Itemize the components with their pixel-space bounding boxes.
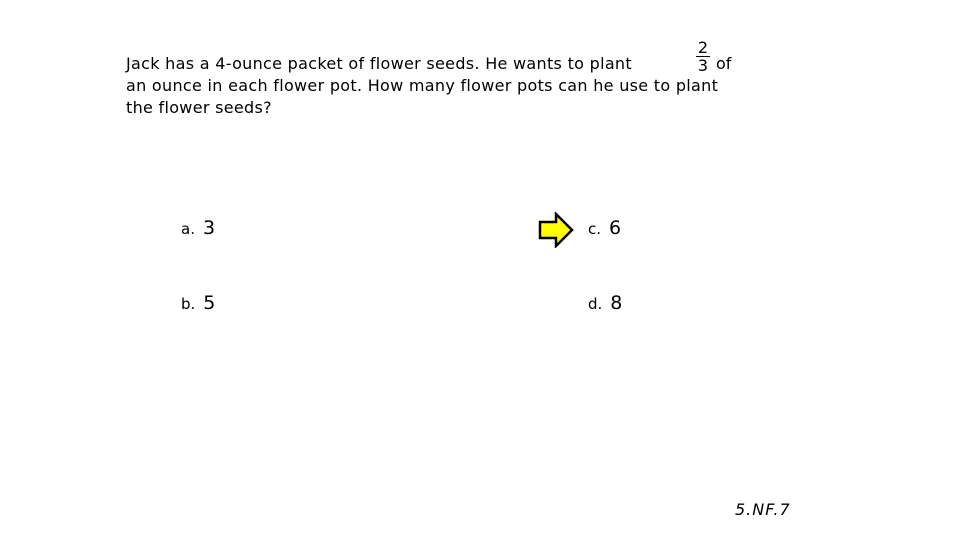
fraction-of-word: of xyxy=(716,54,732,73)
standard-code: 5.NF.7 xyxy=(735,500,791,519)
choice-c-value: 6 xyxy=(609,217,622,239)
question-line-1: Jack has a 4-ounce packet of flower seeds. He wants to plant xyxy=(126,54,632,73)
choice-a[interactable] xyxy=(181,217,215,239)
fraction-two-thirds xyxy=(694,39,712,74)
choice-d[interactable] xyxy=(588,292,622,314)
fraction-numerator: 2 xyxy=(697,38,709,57)
choice-b[interactable] xyxy=(181,292,215,314)
choice-a-letter: a. xyxy=(181,220,195,238)
choice-d-value: 8 xyxy=(610,292,623,314)
yellow-arrow-icon xyxy=(538,212,574,248)
choice-d-letter: d. xyxy=(588,295,603,313)
choice-b-letter: b. xyxy=(181,295,196,313)
choice-b-value: 5 xyxy=(203,292,216,314)
choice-c[interactable] xyxy=(588,217,621,239)
choice-a-value: 3 xyxy=(202,217,216,239)
question-line-2: an ounce in each flower pot. How many flower pots can he use to plant xyxy=(126,76,719,95)
fraction-denominator: 3 xyxy=(697,56,709,75)
question-line-3: the flower seeds? xyxy=(126,98,272,117)
choice-c-letter: c. xyxy=(588,220,602,238)
